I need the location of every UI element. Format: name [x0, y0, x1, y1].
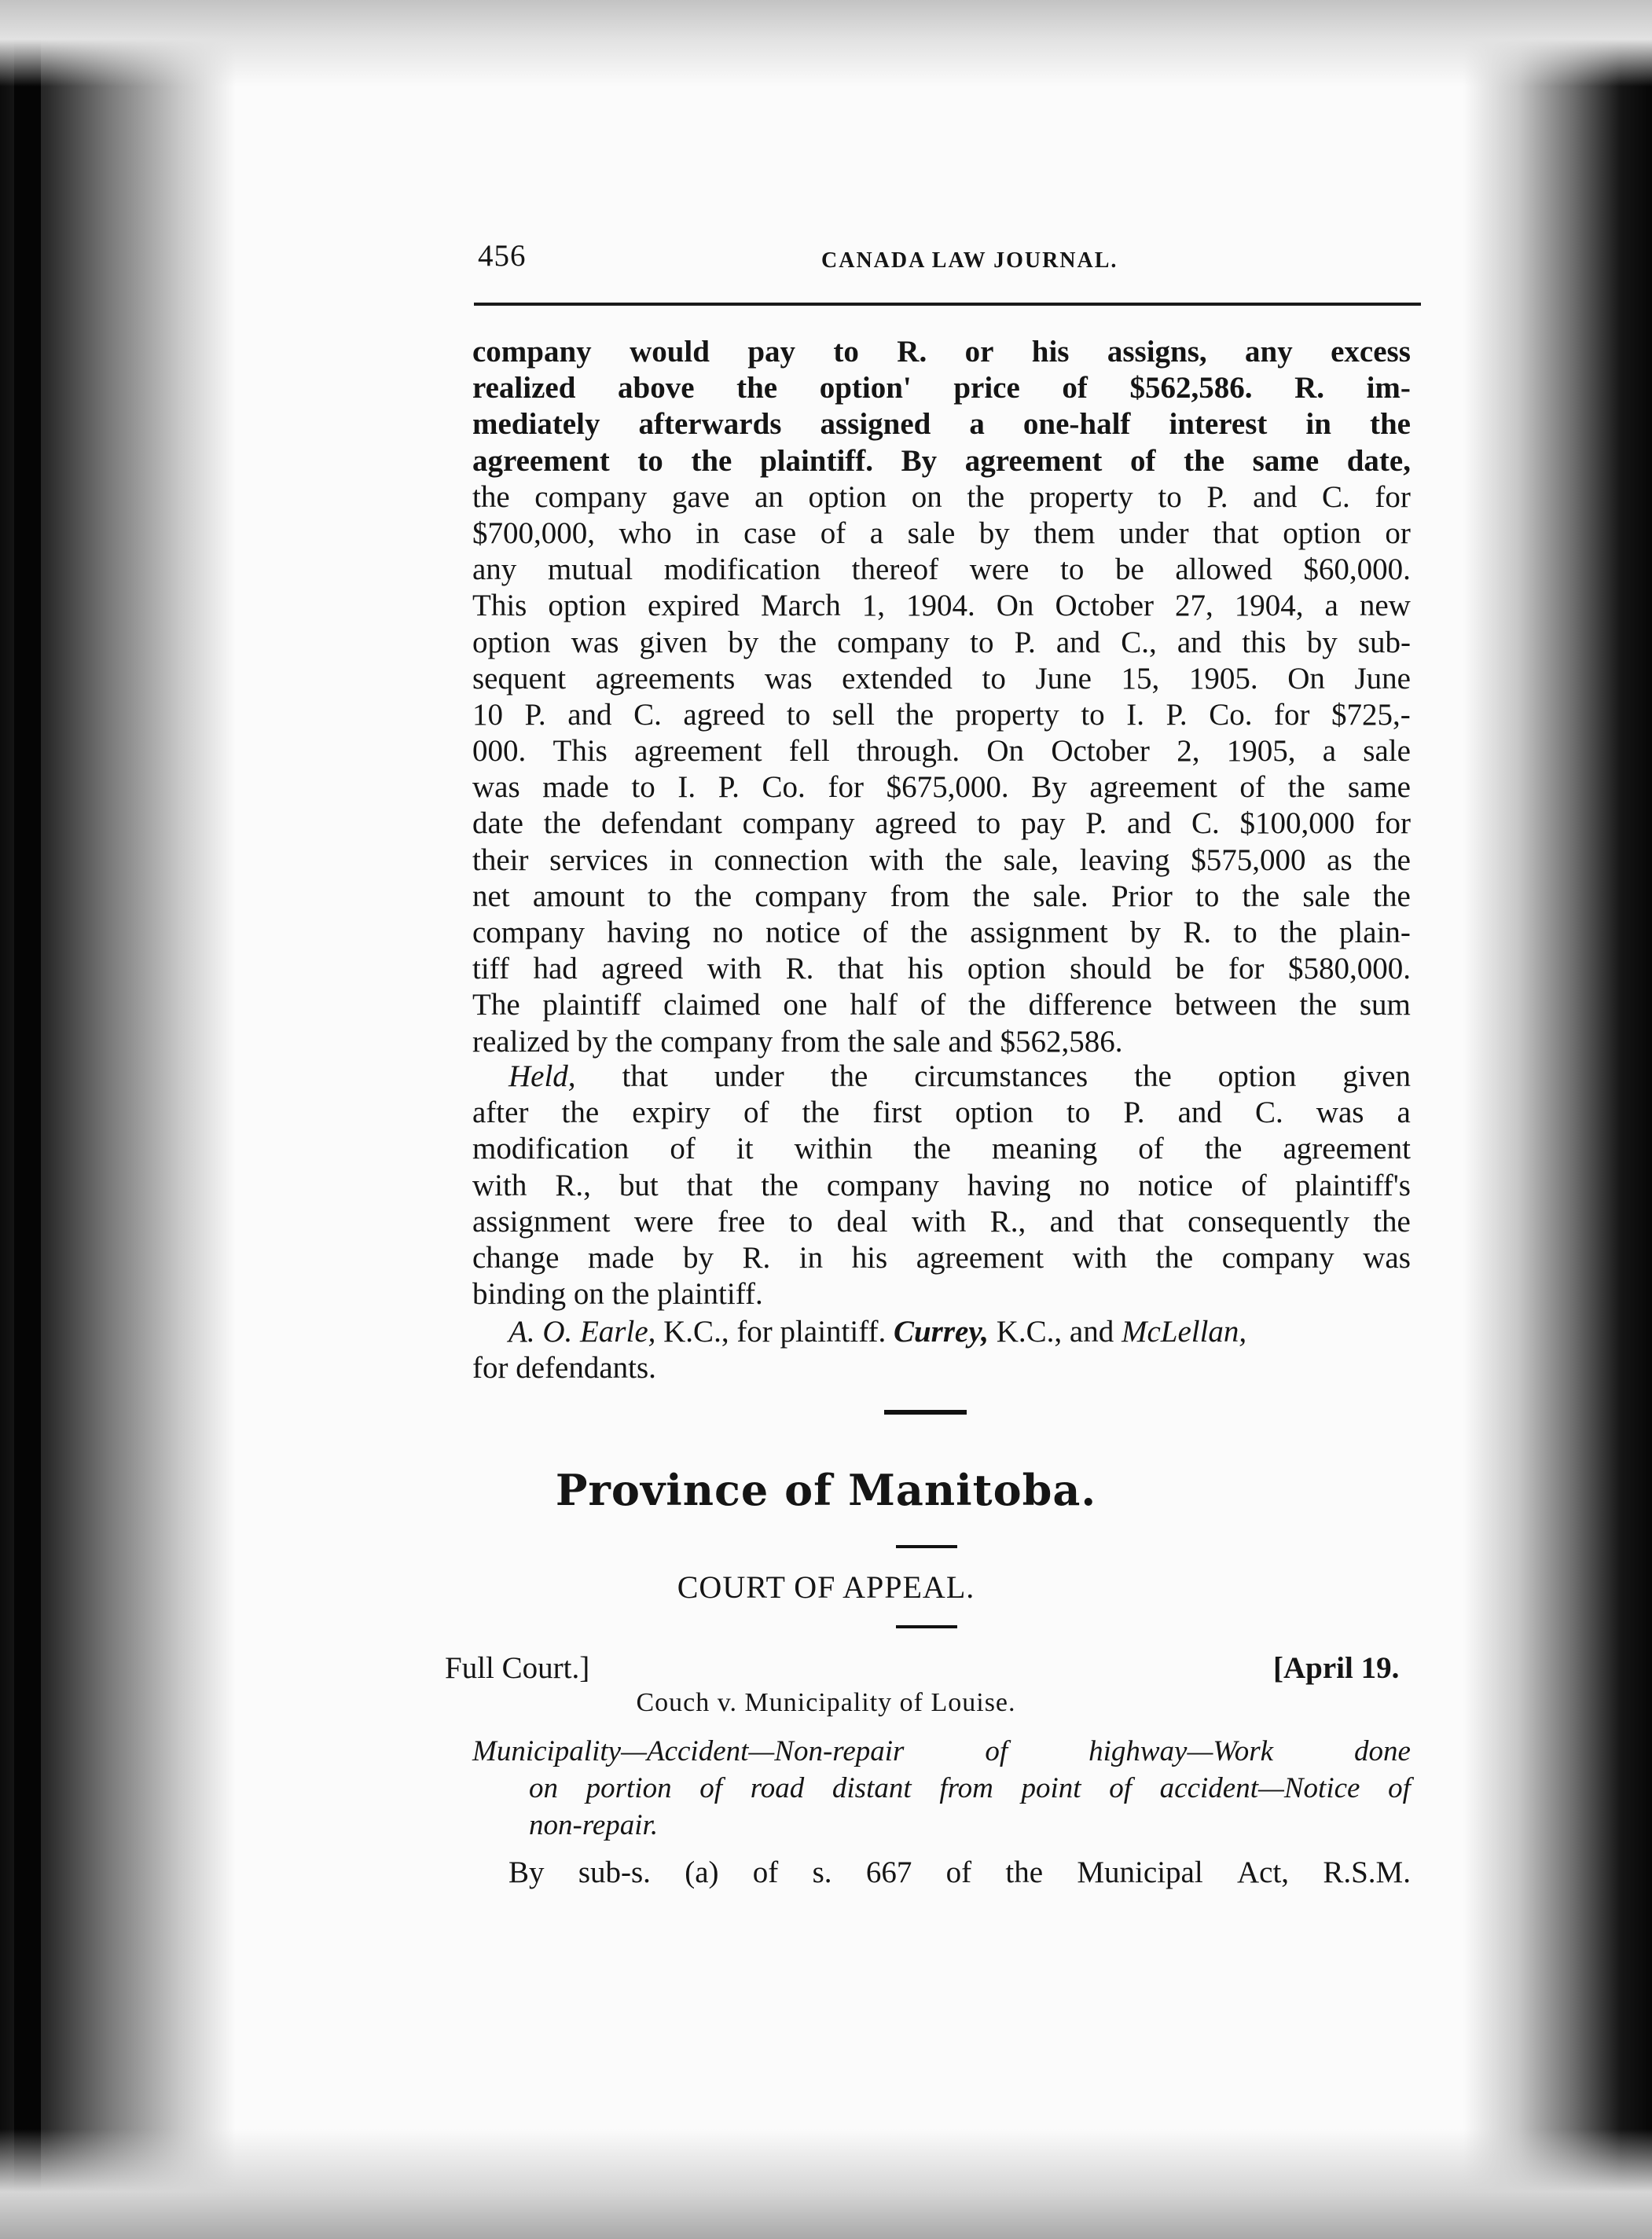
body-line: any mutual modification thereof were to be allowed $60,000. [472, 552, 1411, 587]
body-line: company would pay to R. or his assigns, any excess [472, 335, 1411, 369]
counsel-paragraph [472, 1314, 1411, 1386]
held-line: Held, that under the circumstances the option given [472, 1059, 1411, 1095]
held-line: change made by R. in his agreement with the company was [472, 1240, 1411, 1275]
counsel-line-1 [472, 1314, 1411, 1350]
body-line: was made to I. P. Co. for $675,000. By agreement of the same [472, 770, 1411, 805]
running-head: CANADA LAW JOURNAL. [821, 248, 1118, 273]
counsel-text-2: K.C., and [996, 1315, 1114, 1349]
page-number: 456 [478, 239, 527, 273]
opening-line: By sub-s. (a) of s. 667 of the Municipal Act, R.S.M. [508, 1855, 1411, 1889]
body-line: option was given by the company to P. and C., and this by sub- [472, 625, 1411, 659]
counsel-text-1: K.C., for plaintiff. [663, 1315, 887, 1349]
body-line: company having no notice of the assignment by R. to the plain- [472, 916, 1411, 949]
heading-rule [896, 1545, 957, 1548]
held-line: assignment were free to deal with R., and that consequently the [472, 1204, 1411, 1239]
body-line: the company gave an option on the property to P. and C. for [472, 479, 1411, 514]
body-line: agreement to the plaintiff. By agreement of the same date, [472, 443, 1411, 478]
body-line: net amount to the company from the sale. Prior to the sale the [472, 879, 1411, 913]
held-paragraph [472, 1059, 1411, 1312]
section-separator [884, 1410, 967, 1415]
body-line: sequent agreements was extended to June 15, 1905. On June [472, 661, 1411, 696]
province-heading: Province of Manitoba. [555, 1465, 1097, 1515]
case-date: [April 19. [1273, 1651, 1400, 1685]
body-line: mediately afterwards assigned a one-half interest in the [472, 407, 1411, 442]
body-line: realized by the company from the sale and $562,586. [472, 1024, 1123, 1059]
counsel-name-1: A. O. Earle, [508, 1315, 656, 1349]
court-label: Full Court.] [445, 1651, 590, 1685]
court-rule [896, 1625, 957, 1628]
body-line: tiff had agreed with R. that his option should be for $580,000. [472, 952, 1411, 986]
headnote-line: Municipality—Accident—Non-repair of highway—Work done [472, 1735, 1411, 1767]
body-paragraph [472, 334, 1411, 1060]
held-line: modification of it within the meaning of the agreement [472, 1132, 1411, 1166]
held-word: Held, [508, 1059, 576, 1093]
header-rule [474, 303, 1421, 306]
headnote-line: non-repair. [529, 1809, 659, 1841]
body-line: $700,000, who in case of a sale by them under that option or [472, 516, 1411, 550]
scan-binding-shadow [14, 0, 41, 2239]
court-heading: COURT OF APPEAL. [677, 1569, 975, 1605]
counsel-name-3: McLellan, [1121, 1315, 1247, 1349]
headnote-line: on portion of road distant from point of accident—Notice of [529, 1772, 1411, 1804]
body-line: realized above the option' price of $562,586. R. im- [472, 371, 1411, 406]
body-line: their services in connection with the sale, leaving $575,000 as the [472, 842, 1411, 877]
case-title: Couch v. Municipality of Louise. [636, 1688, 1016, 1717]
body-line: 10 P. and C. agreed to sell the property to I. P. Co. for $725,- [472, 697, 1411, 732]
scan-edge-bottom [0, 2129, 1652, 2239]
case-headnote [472, 1733, 1411, 1844]
scan-edge-top [0, 0, 1652, 86]
counsel-line-2: for defendants. [472, 1351, 656, 1386]
held-line: with R., but that the company having no notice of plaintiff's [472, 1168, 1411, 1202]
body-line: 000. This agreement fell through. On October 2, 1905, a sale [472, 734, 1411, 769]
held-line: after the expiry of the first option to P. and C. was a [472, 1096, 1411, 1130]
counsel-name-2: Currey, [893, 1315, 989, 1349]
body-line: This option expired March 1, 1904. On October 27, 1904, a new [472, 589, 1411, 623]
body-line: The plaintiff claimed one half of the difference between the sum [472, 988, 1411, 1022]
scan-edge-right [1463, 0, 1652, 2239]
body-line: date the defendant company agreed to pay P. and C. $100,000 for [472, 806, 1411, 841]
held-line: binding on the plaintiff. [472, 1277, 763, 1312]
